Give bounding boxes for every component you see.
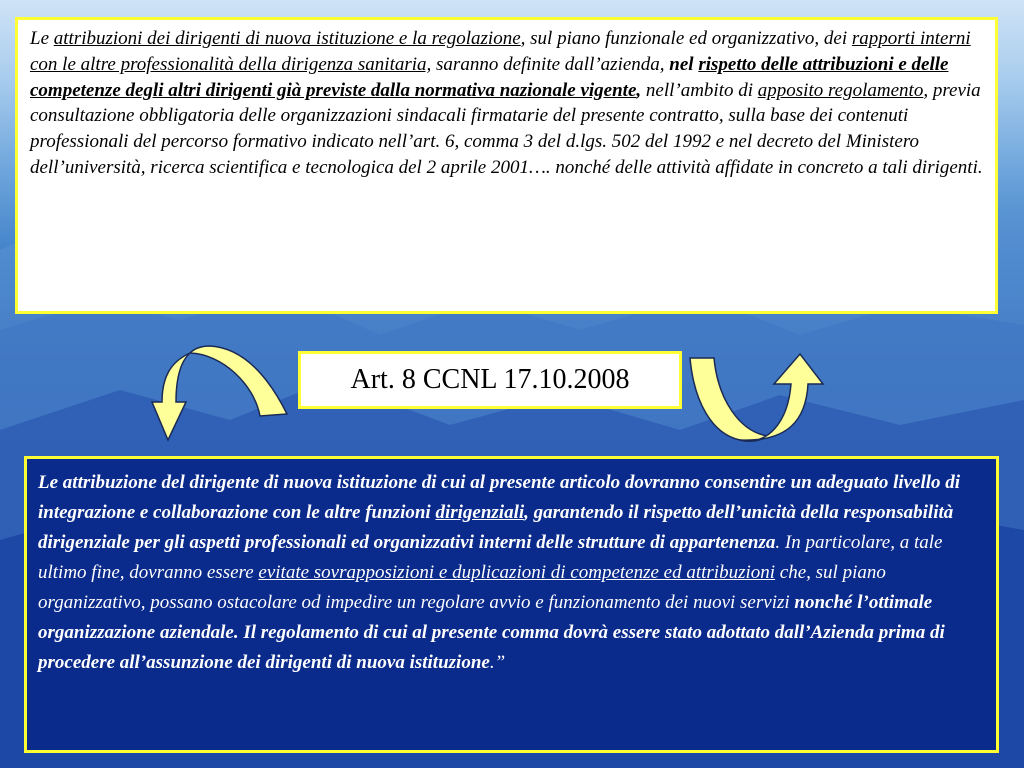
top-text-8: , [636,79,642,101]
bottom-text-3: , garantendo il rispetto dell’unicità della responsabilità dirigenziale per gli aspetti professionali ed organizzativi interni delle strutture di appartenenza [38,502,954,553]
top-text-5: saranno definite dall’azienda, [431,53,670,75]
top-text-4: rapporti interni con le altre professionalità della dirigenza sanitaria, [30,28,971,75]
bottom-text-7: nonché l’ottimale organizzazione aziendale. Il regolamento di cui al presente comma dovrà essere stato adottato dall’Azienda prima di procedere all’assunzione dei dirigenti di nuova istituzione [38,592,945,673]
curved-arrow-right-icon [688,350,828,450]
top-text-10: apposito regolamento [757,79,924,101]
article-title: Art. 8 CCNL 17.10.2008 [350,364,630,395]
top-text-1: Le [30,28,54,49]
curved-arrow-left-icon [150,340,290,445]
bottom-text-box [24,456,999,753]
article-title-box [298,351,682,409]
bottom-text-6: che, sul piano organizzativo, possano ostacolare od impedire un regolare avvio e funzionamento dei nuovi servizi [38,562,886,613]
bottom-text-8: .” [489,652,506,673]
top-text-2: attribuzioni dei dirigenti di nuova istituzione e la regolazione [53,28,521,49]
bottom-text-5: evitate sovrapposizioni e duplicazioni di competenze ed attribuzioni [258,562,776,583]
top-text-7: rispetto delle attribuzioni e delle competenze degli altri dirigenti già previste dalla normativa nazionale vigente [30,53,949,101]
bottom-text-1: Le attribuzione del dirigente di nuova istituzione di cui al presente articolo dovranno consentire un adeguato livello di integrazione e collaborazione con le altre funzioni [38,472,961,523]
top-text-6: nel [669,53,699,75]
top-text-box [15,17,998,314]
top-text-3: , sul piano funzionale ed organizzativo, dei [520,28,852,49]
top-text-11: , previa consultazione obbligatoria delle organizzazioni sindacali firmatarie del presente contratto, sulla base dei contenuti professionali del percorso formativo indicato nell’art. 6, comma 3 del d.lgs. 502 del 1992 e nel decreto del Ministero dell’università, ricerca scientifica e tecnologica del 2 aprile 2001…. nonché delle attività affidate in concreto a tali dirigenti. [30,79,983,178]
bottom-text-4: . In particolare, a tale ultimo fine, dovranno essere [38,532,943,583]
top-text-9: nell’ambito di [641,79,758,101]
bottom-text-2: dirigenziali [435,502,525,523]
